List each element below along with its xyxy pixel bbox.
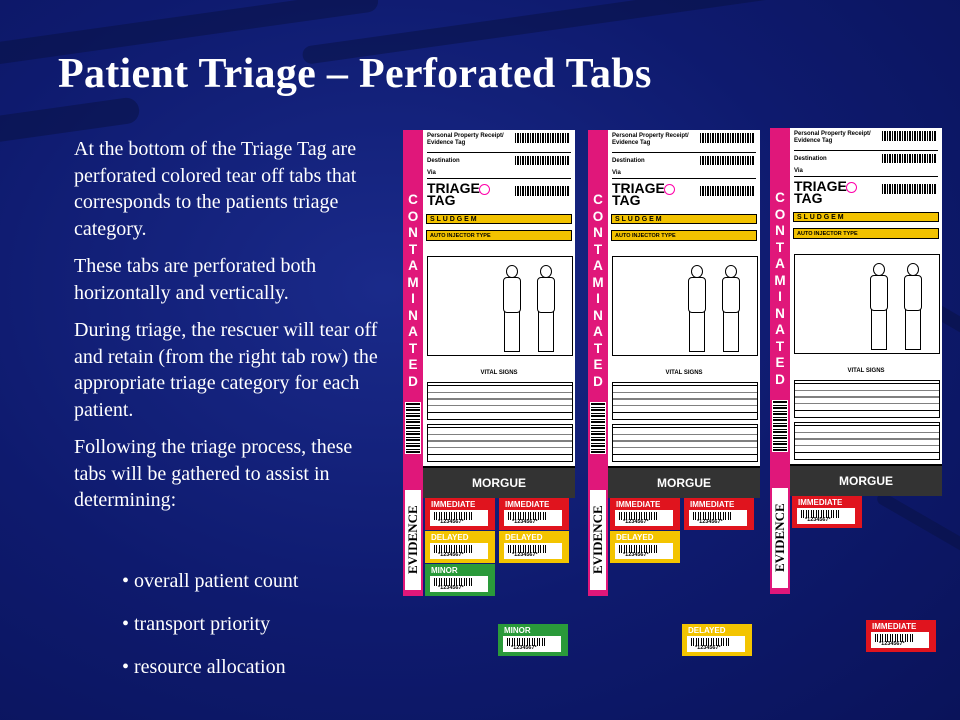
paragraph: During triage, the rescuer will tear off and retain (from the right tab row) the appropriate triage category for each patient.: [74, 319, 378, 421]
tab-label: IMMEDIATE: [616, 500, 661, 509]
header-line: Personal Property Receipt/: [427, 133, 504, 139]
vital-signs-label: VITAL SIGNS: [665, 370, 703, 376]
tag-title-line: TRIAGE: [794, 178, 847, 194]
body-figure-icon: [532, 265, 558, 351]
triage-tag: [403, 130, 575, 596]
barcode: [430, 543, 488, 559]
barcode: [882, 184, 936, 194]
tab-immediate: [425, 498, 495, 530]
tab-label: IMMEDIATE: [798, 498, 843, 507]
tab-label: DELAYED: [505, 533, 543, 542]
header-line: Personal Property Receipt/: [612, 133, 689, 139]
barcode-number: *1234567*: [623, 519, 649, 525]
vertical-barcode: [590, 402, 606, 454]
drug-grid: [427, 424, 573, 462]
divider: [427, 152, 571, 153]
barcode: [689, 510, 747, 526]
sludgem-row: S L U D G E M: [793, 212, 939, 222]
barcode-number: *1234567*: [438, 552, 464, 558]
tab-delayed: [425, 531, 495, 563]
vitals-grid: [794, 380, 940, 418]
auto-injector-row: [426, 230, 572, 241]
barcode: [515, 186, 569, 196]
barcode: [515, 156, 569, 165]
tab-immediate: [684, 498, 754, 530]
barcode-number: *1234567*: [511, 645, 537, 651]
via-label: Via: [427, 170, 436, 176]
tag-title-line: TAG: [794, 190, 823, 206]
drug-grid: [612, 424, 758, 462]
bullet-list: [122, 568, 298, 697]
divider: [612, 178, 756, 179]
vertical-barcode: [772, 400, 788, 452]
via-label: Via: [794, 168, 803, 174]
tab-minor: [425, 564, 495, 596]
barcode: [882, 154, 936, 163]
body-figure-icon: [683, 265, 709, 351]
contaminated-strip: [403, 130, 423, 596]
circle-icon: [846, 182, 857, 193]
bullet-item: • overall patient count: [122, 570, 299, 592]
body-text: [74, 136, 386, 525]
barcode: [430, 510, 488, 526]
sludgem-row: S L U D G E M: [426, 214, 572, 224]
tab-label: IMMEDIATE: [872, 622, 917, 631]
tag-header: [612, 133, 689, 147]
barcode: [504, 543, 562, 559]
barcode: [882, 131, 936, 141]
barcode: [615, 543, 673, 559]
barcode: [797, 508, 855, 524]
tab-label: IMMEDIATE: [505, 500, 550, 509]
body-figure-icon: [865, 263, 891, 349]
destination-label: Destination: [794, 156, 827, 162]
tab-immediate-loose: [866, 620, 936, 652]
barcode: [687, 636, 745, 652]
destination-label: Destination: [427, 158, 460, 164]
evidence-label: EVIDENCE: [590, 490, 606, 590]
divider: [427, 178, 571, 179]
body-figure-icon: [498, 265, 524, 351]
evidence-label: EVIDENCE: [772, 488, 788, 588]
contaminated-strip: [770, 128, 790, 594]
barcode-number: *1234567*: [438, 519, 464, 525]
tag-title-line: TAG: [427, 192, 456, 208]
barcode: [871, 632, 929, 648]
slide-title: Patient Triage – Perforated Tabs: [58, 51, 652, 97]
drug-grid: [794, 422, 940, 460]
morgue-band: MORGUE: [423, 466, 575, 498]
tab-label: DELAYED: [616, 533, 654, 542]
circle-icon: [664, 184, 675, 195]
header-line: Evidence Tag: [427, 140, 466, 146]
header-line: Evidence Tag: [612, 140, 651, 146]
divider: [612, 152, 756, 153]
tag-title: [794, 180, 847, 204]
tag-title-line: TRIAGE: [427, 180, 480, 196]
vital-signs-label: VITAL SIGNS: [847, 368, 885, 374]
header-line: Evidence Tag: [794, 138, 833, 144]
tag-card: [790, 128, 942, 464]
tab-label: MINOR: [431, 566, 458, 575]
barcode: [700, 133, 754, 143]
paragraph: These tabs are perforated both horizontally and vertically.: [74, 255, 317, 304]
tag-card: [608, 130, 760, 466]
tab-label: MINOR: [504, 626, 531, 635]
tag-header: [427, 133, 504, 147]
strip-word: C O N T A M I N A T E D: [774, 190, 786, 387]
barcode-number: *1234567*: [805, 517, 831, 523]
tab-immediate: [610, 498, 680, 530]
triage-tag: [770, 128, 942, 594]
barcode: [430, 576, 488, 592]
body-diagram: [612, 256, 758, 356]
tag-title-line: TAG: [612, 192, 641, 208]
auto-injector-row: [611, 230, 757, 241]
tag-header: [794, 131, 871, 145]
barcode-number: *1234567*: [438, 585, 464, 591]
barcode-number: *1234567*: [879, 641, 905, 647]
body-diagram: [427, 256, 573, 356]
bullet-item: • resource allocation: [122, 656, 286, 678]
auto-injector-label: AUTO INJECTOR TYPE: [430, 233, 491, 239]
tab-label: IMMEDIATE: [690, 500, 735, 509]
barcode-number: *1234567*: [697, 519, 723, 525]
via-label: Via: [612, 170, 621, 176]
barcode: [700, 186, 754, 196]
barcode: [615, 510, 673, 526]
strip-word: C O N T A M I N A T E D: [407, 192, 419, 389]
tag-title: [427, 182, 480, 206]
bullet-item: • transport priority: [122, 613, 271, 635]
vertical-barcode: [405, 402, 421, 454]
destination-label: Destination: [612, 158, 645, 164]
vitals-grid: [612, 382, 758, 420]
tab-immediate: [499, 498, 569, 530]
barcode-number: *1234567*: [512, 519, 538, 525]
divider: [794, 176, 938, 177]
barcode-number: *1234567*: [512, 552, 538, 558]
sludgem-row: S L U D G E M: [611, 214, 757, 224]
paragraph: At the bottom of the Triage Tag are perforated colored tear off tabs that corresponds to the patients triage category.: [74, 138, 357, 240]
auto-injector-label: AUTO INJECTOR TYPE: [797, 231, 858, 237]
paragraph: Following the triage process, these tabs will be gathered to assist in determining:: [74, 436, 353, 511]
barcode-number: *1234567*: [695, 645, 721, 651]
barcode: [504, 510, 562, 526]
barcode: [503, 636, 561, 652]
morgue-band: MORGUE: [790, 464, 942, 496]
tab-label: IMMEDIATE: [431, 500, 476, 509]
tab-label: DELAYED: [688, 626, 726, 635]
vitals-grid: [427, 382, 573, 420]
barcode: [515, 133, 569, 143]
circle-icon: [479, 184, 490, 195]
tab-delayed: [499, 531, 569, 563]
divider: [794, 150, 938, 151]
auto-injector-label: AUTO INJECTOR TYPE: [615, 233, 676, 239]
auto-injector-row: [793, 228, 939, 239]
tab-label: DELAYED: [431, 533, 469, 542]
body-figure-icon: [717, 265, 743, 351]
evidence-label: EVIDENCE: [405, 490, 421, 590]
tag-title-line: TRIAGE: [612, 180, 665, 196]
tab-minor-loose: [498, 624, 568, 656]
body-figure-icon: [899, 263, 925, 349]
barcode: [700, 156, 754, 165]
triage-tag: [588, 130, 760, 596]
barcode-number: *1234567*: [623, 552, 649, 558]
tab-immediate: [792, 496, 862, 528]
tag-card: [423, 130, 575, 466]
tab-delayed-loose: [682, 624, 752, 656]
body-diagram: [794, 254, 940, 354]
morgue-band: MORGUE: [608, 466, 760, 498]
contaminated-strip: [588, 130, 608, 596]
tab-delayed: [610, 531, 680, 563]
strip-word: C O N T A M I N A T E D: [592, 192, 604, 389]
header-line: Personal Property Receipt/: [794, 131, 871, 137]
tag-title: [612, 182, 665, 206]
vital-signs-label: VITAL SIGNS: [480, 370, 518, 376]
